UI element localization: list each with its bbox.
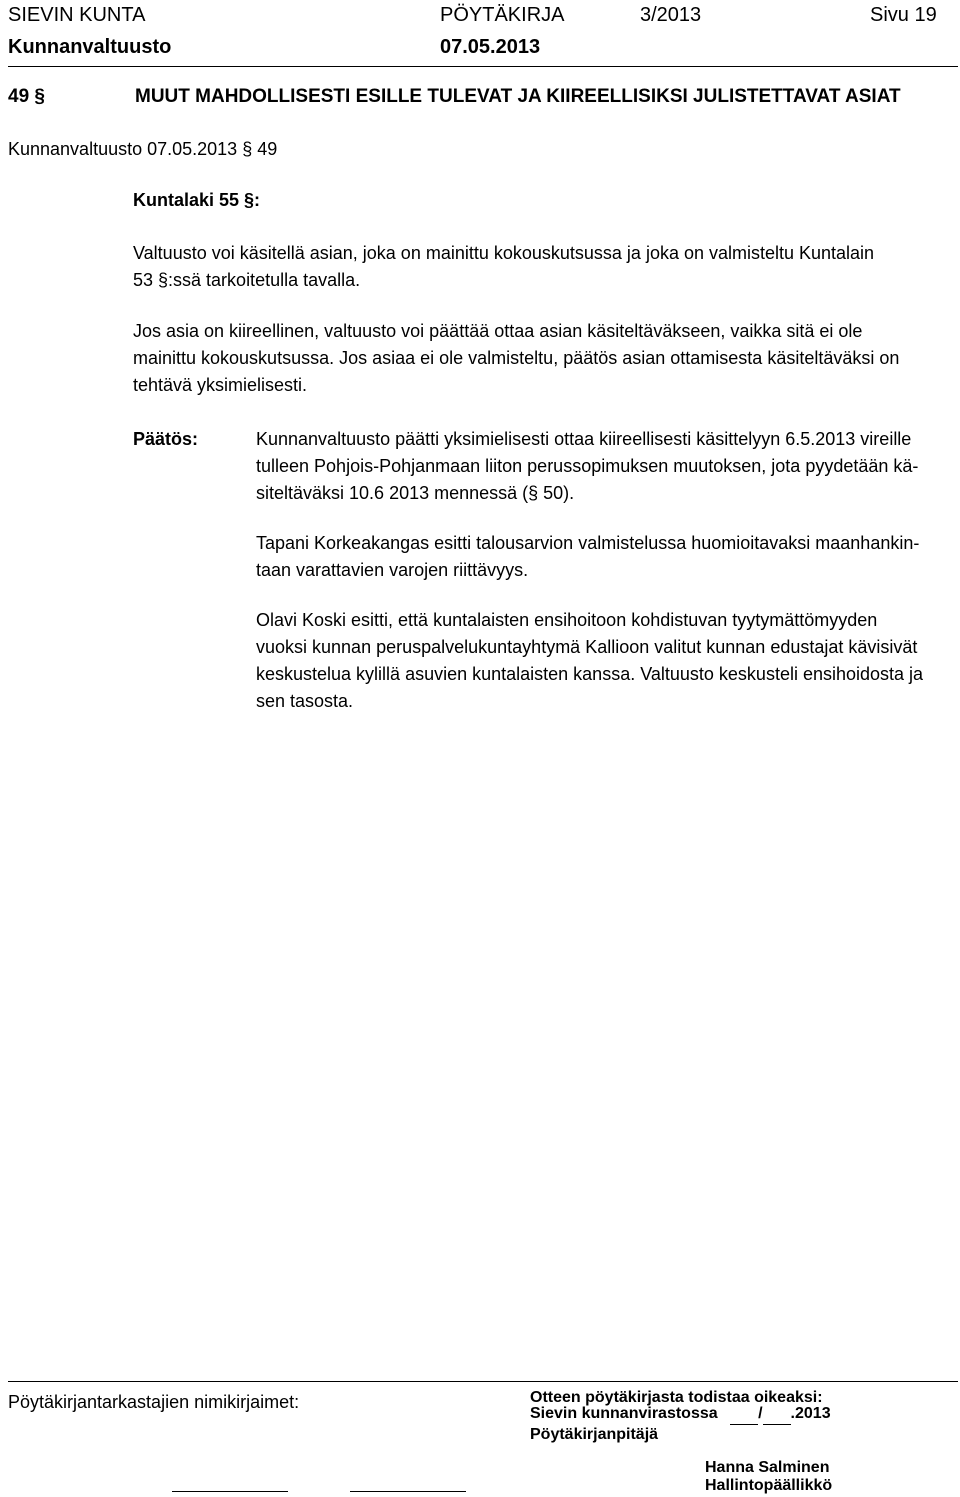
paragraph-line: Olavi Koski esitti, että kuntalaisten ensihoitoon kohdistuvan tyytymättömyyden: [256, 610, 878, 630]
paragraph-line: sen tasosta.: [256, 691, 354, 711]
decision-paragraph-3: [256, 607, 923, 715]
paragraph-line: keskustelua kylillä asuvien kuntalaisten kanssa. Valtuusto keskusteli ensihoidosta ja: [256, 664, 924, 684]
paragraph-line: Valtuusto voi käsitellä asian, joka on mainittu kokouskutsussa ja joka on valmisteltu Kuntalain: [133, 243, 875, 263]
document-type: PÖYTÄKIRJA: [440, 4, 565, 26]
certification-year: .2013: [790, 1405, 831, 1422]
minutes-keeper-label: Pöytäkirjanpitäjä: [530, 1426, 659, 1443]
signer-title: Hallintopäällikkö: [705, 1477, 833, 1494]
paragraph-line: Tapani Korkeakangas esitti talousarvion valmistelussa huomioitavaksi maanhankin-: [256, 533, 920, 553]
paragraph-line: taan varattavien varojen riittävyys.: [256, 560, 529, 580]
certification-heading: Otteen pöytäkirjasta todistaa oikeaksi:: [530, 1389, 823, 1406]
month-blank[interactable]: [763, 1404, 791, 1425]
meeting-reference: Kunnanvaltuusto 07.05.2013 § 49: [8, 139, 278, 159]
signer-name: Hanna Salminen: [705, 1459, 830, 1476]
paragraph-line: Kunnanvaltuusto päätti yksimielisesti ottaa kiireellisesti käsittelyyn 6.5.2013 vireille: [256, 429, 912, 449]
document-number: 3/2013: [640, 4, 702, 26]
header-divider: [8, 66, 958, 67]
day-blank[interactable]: [730, 1404, 758, 1425]
section-title: MUUT MAHDOLLISESTI ESILLE TULEVAT JA KIIREELLISIKSI JULISTETTAVAT ASIAT: [135, 86, 901, 107]
page-number: Sivu 19: [870, 4, 937, 26]
decision-paragraph-1: [256, 426, 918, 507]
paragraph-line: 53 §:ssä tarkoitetulla tavalla.: [133, 270, 361, 290]
paragraph-line: vuoksi kunnan peruspalvelukuntayhtymä Kallioon valitut kunnan edustajat kävisivät: [256, 637, 918, 657]
certification-place: [530, 1404, 831, 1425]
date-separator: /: [758, 1405, 763, 1422]
meeting-date: 07.05.2013: [440, 36, 541, 58]
section-number: 49 §: [8, 86, 45, 107]
paragraph-line: Jos asia on kiireellinen, valtuusto voi päättää ottaa asian käsiteltäväkseen, vaikka sitä ei ole: [133, 321, 863, 341]
footer-divider: [8, 1381, 958, 1382]
initials-signature-line-1: [172, 1491, 288, 1492]
paragraph-line: tulleen Pohjois-Pohjanmaan liiton perussopimuksen muutoksen, jota pyydetään kä-: [256, 456, 919, 476]
intro-paragraph-1: [133, 240, 874, 294]
paragraph-line: siteltäväksi 10.6 2013 mennessä (§ 50).: [256, 483, 575, 503]
decision-paragraph-2: [256, 530, 919, 584]
reviewers-initials-label: Pöytäkirjantarkastajien nimikirjaimet:: [8, 1392, 300, 1412]
certification-place-text: Sievin kunnanvirastossa: [530, 1405, 718, 1422]
initials-signature-line-2: [350, 1491, 466, 1492]
law-reference: Kuntalaki 55 §:: [133, 190, 261, 210]
paragraph-line: mainittu kokouskutsussa. Jos asiaa ei ole valmisteltu, päätös asian ottamisesta käsiteltäväksi on: [133, 348, 900, 368]
organization-name: SIEVIN KUNTA: [8, 4, 146, 26]
paragraph-line: tehtävä yksimielisesti.: [133, 375, 308, 395]
decision-label: Päätös:: [133, 429, 199, 449]
intro-paragraph-2: [133, 318, 899, 399]
meeting-body: Kunnanvaltuusto: [8, 36, 172, 58]
